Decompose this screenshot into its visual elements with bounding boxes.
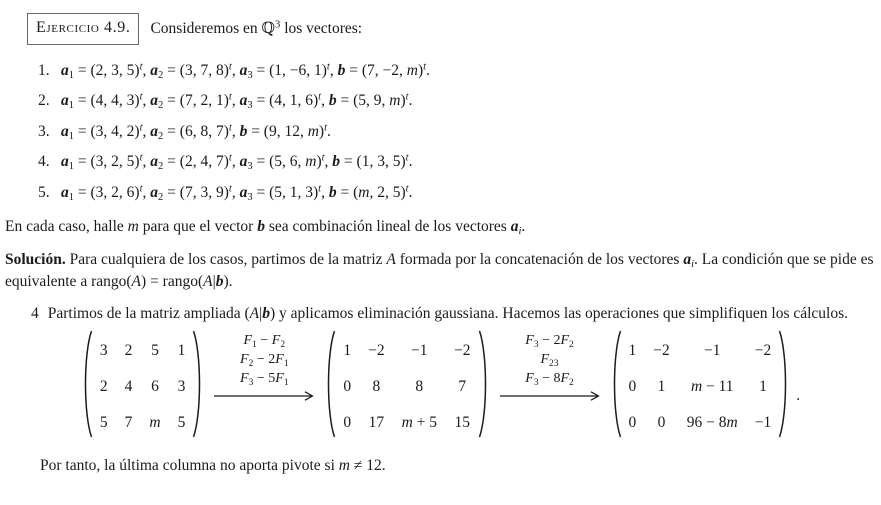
matrix-cells [336, 333, 477, 441]
exercise-header [27, 13, 875, 45]
matrix-cell: 5 [151, 342, 159, 360]
matrix-cell: 4 [124, 378, 133, 396]
matrix-cell: 17 [368, 414, 385, 432]
matrix-cell: m − 11 [690, 378, 734, 396]
list-item-text: $a_1 = (2$, 3, 5)$^t$, $a_2 = (3$, 7, 8)$^t$, $a_3 = (1$, −6, 1)$^t$, b = (7, −2, m)$^t$. [61, 61, 430, 81]
matrix-cell: 3 [177, 378, 186, 396]
matrix-cell: 1 [759, 378, 767, 396]
row-operation-label: $F_{23}$ [540, 352, 559, 370]
matrix-cell: m [149, 414, 161, 432]
list-item-number: 1. [38, 61, 50, 79]
equation-period: . [796, 387, 801, 405]
list-item-text: $a_1 = (3$, 2, 5)$^t$, $a_2 = (2$, 4, 7)$^t$, $a_3 = (5$, 6, m)$^t$, b = (1, 3, 5)$^t$. [61, 152, 413, 173]
augmented-matrix-3 [609, 328, 792, 447]
row-operation-label: $F_3 - 8F_2$ [525, 371, 574, 389]
matrix-cell: −2 [653, 342, 670, 360]
case-number: 4 [31, 304, 39, 322]
right-paren-icon [192, 328, 205, 447]
list-item-text: $a_1 = (4$, 4, 3)$^t$, $a_2 = (7$, 2, 1)$^t$, $a_3 = (4$, 1, 6)$^t$, b = (5, 9, m)$^t$. [61, 91, 413, 112]
list-item-number: 3. [38, 122, 50, 140]
left-paren-icon [80, 328, 93, 447]
matrix-cell: −1 [411, 342, 428, 360]
exercise-number-box: Ejercicio 4.9. [27, 13, 139, 45]
matrix-cell: 5 [177, 414, 186, 432]
list-item-text: $a_1 = (3$, 4, 2)$^t$, $a_2 = (6$, 8, 7)$^t$, b = (9, 12, m)$^t$. [61, 122, 331, 142]
vector-list-item [38, 182, 875, 204]
matrix-cell: 2 [99, 378, 108, 396]
right-arrow-icon [499, 389, 601, 403]
matrix-cells [93, 333, 192, 441]
matrix-cell: −2 [368, 342, 385, 360]
row-operation-label: $F_3 - 2F_2$ [525, 333, 574, 351]
row-operations-arrow-1 [213, 331, 315, 403]
matrix-cell: 1 [343, 342, 352, 360]
vector-list-item [38, 151, 875, 173]
matrix-cell: 0 [657, 414, 666, 432]
matrix-cell: 1 [657, 378, 666, 396]
case-item [31, 303, 875, 325]
matrix-cell: 2 [124, 342, 133, 360]
list-item-number: 4. [38, 153, 50, 171]
row-operation-label: $F_3 - 5F_1$ [240, 371, 289, 389]
right-arrow-icon [213, 389, 315, 403]
matrix-cell: −1 [704, 342, 721, 360]
right-paren-icon [778, 328, 791, 447]
list-item-number: 5. [38, 183, 50, 201]
matrix-cell: −1 [754, 414, 772, 432]
left-paren-icon [323, 328, 336, 447]
matrix-cell: m + 5 [401, 414, 438, 432]
list-item-number: 2. [38, 92, 50, 110]
matrix-cell: 6 [151, 378, 159, 396]
augmented-matrix-2 [323, 328, 490, 447]
matrix-cell: 1 [628, 342, 637, 360]
matrix-cell: 0 [343, 414, 352, 432]
vector-list-item [38, 60, 875, 82]
matrix-cell: 0 [628, 378, 637, 396]
gaussian-elimination-equation [5, 328, 875, 447]
matrix-cell: 0 [343, 378, 352, 396]
augmented-matrix-1 [80, 328, 205, 447]
solution-text: Para cualquiera de los casos, partimos de la matriz A formada por la concatenación de los vectores $a_i$. La condición que se pide es equivalente a rango(A) = rango(A|b). [5, 250, 874, 290]
matrix-cells [622, 333, 779, 441]
vector-list [38, 60, 875, 204]
solution-label: Solución. [5, 250, 66, 268]
row-operations-arrow-2 [499, 331, 601, 403]
matrix-cell: 15 [454, 414, 471, 432]
vector-list-item [38, 121, 875, 143]
matrix-cell: 96 − 8m [686, 414, 738, 432]
matrix-cell: 8 [372, 378, 381, 396]
right-paren-icon [478, 328, 491, 447]
matrix-cell: 5 [99, 414, 108, 432]
exercise-intro-text: Consideremos en ℚ$^3$ los vectores: [150, 19, 363, 37]
matrix-cell: 3 [99, 342, 108, 360]
matrix-cell: −2 [454, 342, 471, 360]
row-operation-label: $F_2 - 2F_1$ [240, 352, 289, 370]
matrix-cell: 1 [177, 342, 186, 360]
matrix-cell: −2 [754, 342, 772, 360]
case-description: Partimos de la matriz ampliada (A|b) y aplicamos eliminación gaussiana. Hacemos las operaciones que simplifiquen los cálculos. [47, 304, 849, 322]
matrix-cell: 7 [458, 378, 467, 396]
solution-paragraph [5, 249, 875, 293]
conclusion-text: Por tanto, la última columna no aporta pivote si m ≠ 12. [40, 456, 386, 474]
list-item-text: $a_1 = (3$, 2, 6)$^t$, $a_2 = (7$, 3, 9)$^t$, $a_3 = (5$, 1, 3)$^t$, b = (m, 2, 5)$^t$. [61, 183, 413, 203]
left-paren-icon [609, 328, 622, 447]
matrix-cell: 7 [124, 414, 133, 432]
vector-list-item [38, 90, 875, 112]
question-text: En cada caso, halle m para que el vector b sea combinación lineal de los vectores $a_i$. [5, 217, 526, 237]
row-operation-label: $F_1 - F_2$ [243, 333, 286, 351]
matrix-cell: 0 [628, 414, 637, 432]
matrix-cell: 8 [415, 378, 424, 396]
